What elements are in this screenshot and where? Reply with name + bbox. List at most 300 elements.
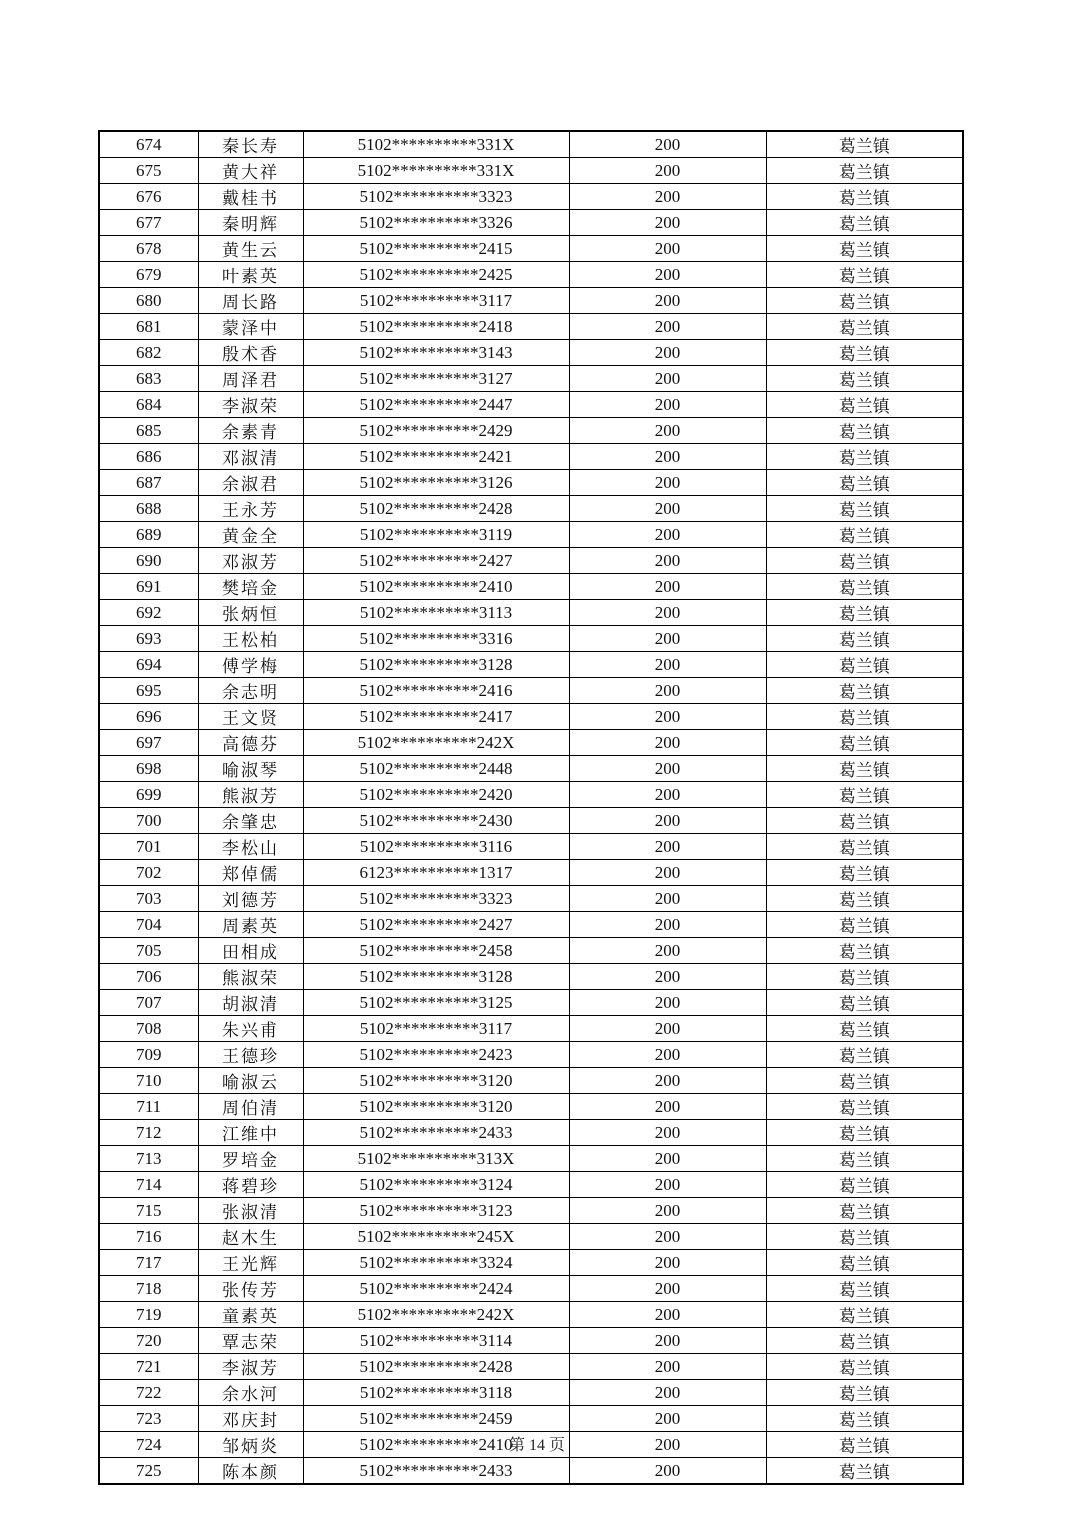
- cell-name: 王文贤: [198, 704, 303, 730]
- cell-id-number: 5102**********2420: [303, 782, 569, 808]
- table-row: [99, 860, 963, 886]
- table-row: [99, 288, 963, 314]
- cell-name: 赵木生: [198, 1224, 303, 1250]
- cell-row-number: 701: [99, 834, 198, 860]
- table-body: [99, 131, 963, 1484]
- cell-amount: 200: [569, 1094, 766, 1120]
- table-row: [99, 522, 963, 548]
- cell-id-number: 5102**********2423: [303, 1042, 569, 1068]
- table-row: [99, 1042, 963, 1068]
- cell-town: 葛兰镇: [766, 1406, 963, 1432]
- table-row: [99, 470, 963, 496]
- cell-town: 葛兰镇: [766, 288, 963, 314]
- cell-id-number: 5102**********3114: [303, 1328, 569, 1354]
- cell-amount: 200: [569, 886, 766, 912]
- cell-row-number: 689: [99, 522, 198, 548]
- cell-id-number: 5102**********2427: [303, 548, 569, 574]
- cell-id-number: 5102**********3113: [303, 600, 569, 626]
- cell-id-number: 5102**********2433: [303, 1120, 569, 1146]
- table-row: [99, 262, 963, 288]
- cell-row-number: 705: [99, 938, 198, 964]
- table-row: [99, 1172, 963, 1198]
- cell-amount: 200: [569, 808, 766, 834]
- cell-amount: 200: [569, 730, 766, 756]
- table-row: [99, 652, 963, 678]
- cell-name: 余肇忠: [198, 808, 303, 834]
- cell-name: 朱兴甫: [198, 1016, 303, 1042]
- cell-amount: 200: [569, 938, 766, 964]
- cell-amount: 200: [569, 1172, 766, 1198]
- cell-name: 黄金全: [198, 522, 303, 548]
- cell-name: 张传芳: [198, 1276, 303, 1302]
- cell-town: 葛兰镇: [766, 782, 963, 808]
- table-row: [99, 366, 963, 392]
- table-row: [99, 1120, 963, 1146]
- cell-town: 葛兰镇: [766, 730, 963, 756]
- cell-row-number: 720: [99, 1328, 198, 1354]
- cell-row-number: 707: [99, 990, 198, 1016]
- cell-amount: 200: [569, 1458, 766, 1485]
- cell-amount: 200: [569, 158, 766, 184]
- cell-row-number: 683: [99, 366, 198, 392]
- cell-row-number: 674: [99, 131, 198, 158]
- cell-row-number: 693: [99, 626, 198, 652]
- cell-town: 葛兰镇: [766, 1094, 963, 1120]
- cell-row-number: 685: [99, 418, 198, 444]
- cell-town: 葛兰镇: [766, 314, 963, 340]
- cell-amount: 200: [569, 236, 766, 262]
- cell-id-number: 5102**********3324: [303, 1250, 569, 1276]
- cell-town: 葛兰镇: [766, 340, 963, 366]
- cell-town: 葛兰镇: [766, 834, 963, 860]
- cell-id-number: 5102**********2416: [303, 678, 569, 704]
- table-row: [99, 1224, 963, 1250]
- cell-id-number: 5102**********2458: [303, 938, 569, 964]
- cell-id-number: 5102**********2447: [303, 392, 569, 418]
- cell-town: 葛兰镇: [766, 1146, 963, 1172]
- cell-amount: 200: [569, 1354, 766, 1380]
- cell-id-number: 5102**********2433: [303, 1458, 569, 1485]
- cell-row-number: 713: [99, 1146, 198, 1172]
- cell-row-number: 698: [99, 756, 198, 782]
- cell-town: 葛兰镇: [766, 1120, 963, 1146]
- cell-town: 葛兰镇: [766, 184, 963, 210]
- cell-row-number: 719: [99, 1302, 198, 1328]
- cell-row-number: 680: [99, 288, 198, 314]
- table-row: [99, 1094, 963, 1120]
- cell-amount: 200: [569, 704, 766, 730]
- cell-town: 葛兰镇: [766, 990, 963, 1016]
- cell-amount: 200: [569, 1328, 766, 1354]
- cell-id-number: 5102**********3127: [303, 366, 569, 392]
- table-row: [99, 184, 963, 210]
- cell-row-number: 697: [99, 730, 198, 756]
- cell-amount: 200: [569, 1146, 766, 1172]
- cell-name: 秦明辉: [198, 210, 303, 236]
- cell-amount: 200: [569, 470, 766, 496]
- cell-town: 葛兰镇: [766, 1380, 963, 1406]
- cell-town: 葛兰镇: [766, 1068, 963, 1094]
- cell-id-number: 5102**********2428: [303, 1354, 569, 1380]
- cell-id-number: 5102**********2427: [303, 912, 569, 938]
- cell-row-number: 690: [99, 548, 198, 574]
- table-row: [99, 314, 963, 340]
- table-row: [99, 964, 963, 990]
- cell-town: 葛兰镇: [766, 1302, 963, 1328]
- cell-name: 周长路: [198, 288, 303, 314]
- cell-amount: 200: [569, 444, 766, 470]
- cell-amount: 200: [569, 1276, 766, 1302]
- table-row: [99, 730, 963, 756]
- table-row: [99, 626, 963, 652]
- cell-town: 葛兰镇: [766, 1328, 963, 1354]
- cell-town: 葛兰镇: [766, 912, 963, 938]
- cell-id-number: 5102**********3128: [303, 964, 569, 990]
- table-row: [99, 1198, 963, 1224]
- cell-name: 余淑君: [198, 470, 303, 496]
- cell-name: 高德芬: [198, 730, 303, 756]
- cell-town: 葛兰镇: [766, 1016, 963, 1042]
- cell-amount: 200: [569, 1016, 766, 1042]
- cell-amount: 200: [569, 288, 766, 314]
- cell-row-number: 692: [99, 600, 198, 626]
- cell-id-number: 5102**********3120: [303, 1094, 569, 1120]
- cell-name: 蒙泽中: [198, 314, 303, 340]
- cell-id-number: 5102**********3326: [303, 210, 569, 236]
- cell-amount: 200: [569, 548, 766, 574]
- cell-name: 戴桂书: [198, 184, 303, 210]
- cell-town: 葛兰镇: [766, 470, 963, 496]
- cell-town: 葛兰镇: [766, 756, 963, 782]
- cell-name: 胡淑清: [198, 990, 303, 1016]
- cell-town: 葛兰镇: [766, 1276, 963, 1302]
- cell-name: 叶素英: [198, 262, 303, 288]
- cell-id-number: 5102**********2421: [303, 444, 569, 470]
- cell-id-number: 5102**********3119: [303, 522, 569, 548]
- table-row: [99, 1068, 963, 1094]
- cell-row-number: 723: [99, 1406, 198, 1432]
- cell-id-number: 5102**********2425: [303, 262, 569, 288]
- cell-amount: 200: [569, 1120, 766, 1146]
- table-row: [99, 912, 963, 938]
- cell-town: 葛兰镇: [766, 444, 963, 470]
- table-row: [99, 210, 963, 236]
- cell-row-number: 704: [99, 912, 198, 938]
- cell-row-number: 681: [99, 314, 198, 340]
- cell-name: 罗培金: [198, 1146, 303, 1172]
- cell-town: 葛兰镇: [766, 678, 963, 704]
- cell-town: 葛兰镇: [766, 366, 963, 392]
- cell-amount: 200: [569, 912, 766, 938]
- cell-row-number: 703: [99, 886, 198, 912]
- cell-id-number: 5102**********3118: [303, 1380, 569, 1406]
- cell-name: 余水河: [198, 1380, 303, 1406]
- cell-name: 余素青: [198, 418, 303, 444]
- cell-name: 喻淑琴: [198, 756, 303, 782]
- cell-id-number: 5102**********3143: [303, 340, 569, 366]
- table-row: [99, 938, 963, 964]
- cell-id-number: 5102**********3323: [303, 886, 569, 912]
- cell-town: 葛兰镇: [766, 964, 963, 990]
- cell-town: 葛兰镇: [766, 1042, 963, 1068]
- cell-id-number: 5102**********331X: [303, 131, 569, 158]
- cell-name: 邓淑清: [198, 444, 303, 470]
- table-row: [99, 886, 963, 912]
- cell-town: 葛兰镇: [766, 860, 963, 886]
- table-row: [99, 574, 963, 600]
- cell-id-number: 5102**********3125: [303, 990, 569, 1016]
- cell-name: 熊淑芳: [198, 782, 303, 808]
- table-row: [99, 1302, 963, 1328]
- cell-name: 张炳恒: [198, 600, 303, 626]
- cell-amount: 200: [569, 366, 766, 392]
- cell-row-number: 687: [99, 470, 198, 496]
- cell-amount: 200: [569, 1302, 766, 1328]
- table-row: [99, 704, 963, 730]
- cell-amount: 200: [569, 496, 766, 522]
- table-row: [99, 496, 963, 522]
- cell-name: 蒋碧珍: [198, 1172, 303, 1198]
- table-row: [99, 340, 963, 366]
- cell-amount: 200: [569, 678, 766, 704]
- table-row: [99, 1354, 963, 1380]
- cell-id-number: 5102**********2418: [303, 314, 569, 340]
- cell-name: 陈本颜: [198, 1458, 303, 1485]
- cell-id-number: 5102**********313X: [303, 1146, 569, 1172]
- cell-id-number: 5102**********242X: [303, 1302, 569, 1328]
- cell-amount: 200: [569, 262, 766, 288]
- cell-amount: 200: [569, 418, 766, 444]
- cell-town: 葛兰镇: [766, 808, 963, 834]
- cell-row-number: 688: [99, 496, 198, 522]
- cell-amount: 200: [569, 782, 766, 808]
- cell-amount: 200: [569, 314, 766, 340]
- cell-row-number: 679: [99, 262, 198, 288]
- cell-id-number: 5102**********245X: [303, 1224, 569, 1250]
- cell-amount: 200: [569, 522, 766, 548]
- cell-row-number: 718: [99, 1276, 198, 1302]
- cell-row-number: 684: [99, 392, 198, 418]
- cell-id-number: 5102**********2429: [303, 418, 569, 444]
- cell-row-number: 710: [99, 1068, 198, 1094]
- cell-id-number: 5102**********3128: [303, 652, 569, 678]
- cell-amount: 200: [569, 392, 766, 418]
- cell-id-number: 5102**********3123: [303, 1198, 569, 1224]
- table-row: [99, 808, 963, 834]
- cell-name: 童素英: [198, 1302, 303, 1328]
- cell-name: 余志明: [198, 678, 303, 704]
- table-row: [99, 1250, 963, 1276]
- cell-name: 黄大祥: [198, 158, 303, 184]
- cell-amount: 200: [569, 652, 766, 678]
- cell-town: 葛兰镇: [766, 522, 963, 548]
- table-row: [99, 1016, 963, 1042]
- cell-id-number: 5102**********3116: [303, 834, 569, 860]
- cell-row-number: 721: [99, 1354, 198, 1380]
- cell-amount: 200: [569, 131, 766, 158]
- cell-row-number: 702: [99, 860, 198, 886]
- cell-name: 邓庆封: [198, 1406, 303, 1432]
- table-row: [99, 1328, 963, 1354]
- cell-id-number: 5102**********2430: [303, 808, 569, 834]
- cell-town: 葛兰镇: [766, 131, 963, 158]
- cell-row-number: 678: [99, 236, 198, 262]
- cell-id-number: 5102**********242X: [303, 730, 569, 756]
- cell-id-number: 5102**********3120: [303, 1068, 569, 1094]
- cell-amount: 200: [569, 1198, 766, 1224]
- cell-amount: 200: [569, 990, 766, 1016]
- cell-town: 葛兰镇: [766, 1224, 963, 1250]
- table-row: [99, 392, 963, 418]
- cell-id-number: 5102**********3117: [303, 288, 569, 314]
- cell-town: 葛兰镇: [766, 1250, 963, 1276]
- cell-town: 葛兰镇: [766, 704, 963, 730]
- cell-town: 葛兰镇: [766, 392, 963, 418]
- cell-id-number: 5102**********2410: [303, 1432, 569, 1458]
- cell-name: 郑倬儒: [198, 860, 303, 886]
- table-row: [99, 131, 963, 158]
- cell-row-number: 724: [99, 1432, 198, 1458]
- cell-row-number: 691: [99, 574, 198, 600]
- cell-id-number: 5102**********2428: [303, 496, 569, 522]
- cell-name: 喻淑云: [198, 1068, 303, 1094]
- cell-row-number: 714: [99, 1172, 198, 1198]
- cell-town: 葛兰镇: [766, 1354, 963, 1380]
- cell-name: 江维中: [198, 1120, 303, 1146]
- cell-row-number: 699: [99, 782, 198, 808]
- cell-row-number: 682: [99, 340, 198, 366]
- cell-row-number: 676: [99, 184, 198, 210]
- cell-town: 葛兰镇: [766, 236, 963, 262]
- cell-name: 覃志荣: [198, 1328, 303, 1354]
- table-row: [99, 834, 963, 860]
- cell-id-number: 5102**********2417: [303, 704, 569, 730]
- cell-name: 邹炳炎: [198, 1432, 303, 1458]
- table-row: [99, 1406, 963, 1432]
- table-row: [99, 236, 963, 262]
- cell-id-number: 5102**********2459: [303, 1406, 569, 1432]
- cell-row-number: 686: [99, 444, 198, 470]
- cell-row-number: 722: [99, 1380, 198, 1406]
- cell-row-number: 675: [99, 158, 198, 184]
- cell-town: 葛兰镇: [766, 886, 963, 912]
- cell-amount: 200: [569, 600, 766, 626]
- cell-id-number: 5102**********2415: [303, 236, 569, 262]
- cell-town: 葛兰镇: [766, 548, 963, 574]
- cell-row-number: 711: [99, 1094, 198, 1120]
- cell-name: 周泽君: [198, 366, 303, 392]
- cell-name: 李淑荣: [198, 392, 303, 418]
- cell-amount: 200: [569, 626, 766, 652]
- table-row: [99, 418, 963, 444]
- cell-name: 邓淑芳: [198, 548, 303, 574]
- cell-row-number: 725: [99, 1458, 198, 1485]
- cell-name: 李松山: [198, 834, 303, 860]
- cell-id-number: 6123**********1317: [303, 860, 569, 886]
- table-row: [99, 990, 963, 1016]
- table-row: [99, 782, 963, 808]
- cell-name: 李淑芳: [198, 1354, 303, 1380]
- cell-id-number: 5102**********3117: [303, 1016, 569, 1042]
- cell-name: 王松柏: [198, 626, 303, 652]
- cell-row-number: 712: [99, 1120, 198, 1146]
- cell-amount: 200: [569, 1432, 766, 1458]
- table-row: [99, 548, 963, 574]
- cell-amount: 200: [569, 756, 766, 782]
- table-row: [99, 158, 963, 184]
- cell-row-number: 694: [99, 652, 198, 678]
- cell-row-number: 706: [99, 964, 198, 990]
- cell-name: 樊培金: [198, 574, 303, 600]
- cell-row-number: 677: [99, 210, 198, 236]
- cell-name: 田相成: [198, 938, 303, 964]
- cell-town: 葛兰镇: [766, 496, 963, 522]
- cell-name: 刘德芳: [198, 886, 303, 912]
- cell-row-number: 709: [99, 1042, 198, 1068]
- page-number: 第 14 页: [508, 1437, 565, 1454]
- cell-amount: 200: [569, 184, 766, 210]
- cell-id-number: 5102**********3126: [303, 470, 569, 496]
- cell-id-number: 5102**********3316: [303, 626, 569, 652]
- cell-name: 秦长寿: [198, 131, 303, 158]
- cell-name: 王德珍: [198, 1042, 303, 1068]
- table-row: [99, 444, 963, 470]
- table-row: [99, 1380, 963, 1406]
- table-row: [99, 600, 963, 626]
- cell-row-number: 700: [99, 808, 198, 834]
- cell-town: 葛兰镇: [766, 652, 963, 678]
- cell-town: 葛兰镇: [766, 210, 963, 236]
- cell-row-number: 708: [99, 1016, 198, 1042]
- cell-name: 周伯清: [198, 1094, 303, 1120]
- cell-town: 葛兰镇: [766, 600, 963, 626]
- cell-town: 葛兰镇: [766, 574, 963, 600]
- cell-town: 葛兰镇: [766, 938, 963, 964]
- cell-town: 葛兰镇: [766, 158, 963, 184]
- cell-amount: 200: [569, 1224, 766, 1250]
- cell-id-number: 5102**********2448: [303, 756, 569, 782]
- cell-town: 葛兰镇: [766, 1198, 963, 1224]
- cell-amount: 200: [569, 1406, 766, 1432]
- cell-amount: 200: [569, 210, 766, 236]
- table-row: [99, 1276, 963, 1302]
- cell-town: 葛兰镇: [766, 626, 963, 652]
- cell-amount: 200: [569, 860, 766, 886]
- beneficiary-table: [98, 130, 964, 1485]
- cell-amount: 200: [569, 574, 766, 600]
- table-row: [99, 1458, 963, 1485]
- table-row: [99, 1146, 963, 1172]
- cell-row-number: 695: [99, 678, 198, 704]
- cell-name: 黄生云: [198, 236, 303, 262]
- cell-amount: 200: [569, 964, 766, 990]
- cell-name: 熊淑荣: [198, 964, 303, 990]
- cell-amount: 200: [569, 1250, 766, 1276]
- cell-town: 葛兰镇: [766, 1432, 963, 1458]
- table-row: [99, 756, 963, 782]
- cell-town: 葛兰镇: [766, 1172, 963, 1198]
- cell-amount: 200: [569, 1068, 766, 1094]
- cell-row-number: 717: [99, 1250, 198, 1276]
- cell-id-number: 5102**********331X: [303, 158, 569, 184]
- cell-id-number: 5102**********2410: [303, 574, 569, 600]
- cell-row-number: 696: [99, 704, 198, 730]
- cell-name: 殷术香: [198, 340, 303, 366]
- cell-town: 葛兰镇: [766, 262, 963, 288]
- cell-town: 葛兰镇: [766, 418, 963, 444]
- cell-name: 王永芳: [198, 496, 303, 522]
- cell-amount: 200: [569, 340, 766, 366]
